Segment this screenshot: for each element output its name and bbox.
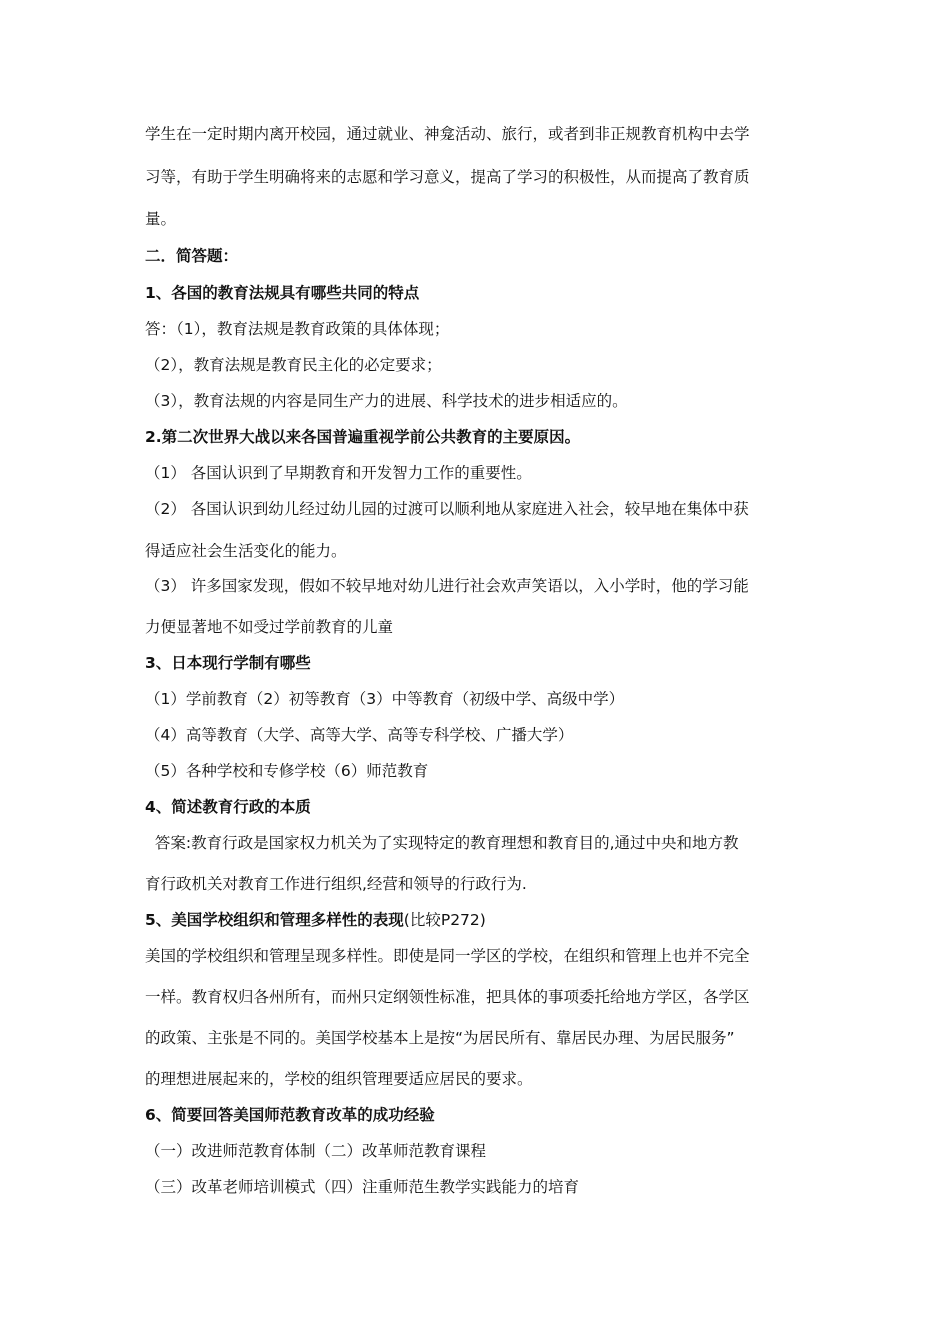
paragraph-line: 一样。教育权归各州所有，而州只定纲领性标准，把具体的事项委托给地方学区，各学区 — [145, 988, 750, 1006]
question-heading: 3、日本现行学制有哪些 — [145, 654, 311, 672]
answer-line: 力便显著地不如受过学前教育的儿童 — [145, 618, 394, 636]
answer-line: （三）改革老师培训模式（四）注重师范生教学实践能力的培育 — [145, 1178, 580, 1196]
answer-line: （3），教育法规的内容是同生产力的进展、科学技术的进步相适应的。 — [145, 392, 628, 410]
paragraph-line: 习等，有助于学生明确将来的志愿和学习意义，提高了学习的积极性，从而提高了教育质 — [145, 168, 750, 186]
answer-line: （5）各种学校和专修学校（6）师范教育 — [145, 762, 429, 780]
paragraph-line: 学生在一定时期内离开校园，通过就业、神龛活动、旅行，或者到非正规教育机构中去学 — [145, 125, 750, 143]
question-heading: 5、美国学校组织和管理多样性的表现 — [145, 911, 404, 929]
question-heading: 1、各国的教育法规具有哪些共同的特点 — [145, 284, 420, 302]
question-heading-line — [145, 910, 810, 930]
answer-line: （1） 各国认识到了早期教育和开发智力工作的重要性。 — [145, 464, 532, 482]
answer-line: （一）改进师范教育体制（二）改革师范教育课程 — [145, 1142, 487, 1160]
answer-line: （4）高等教育（大学、高等大学、高等专科学校、广播大学） — [145, 726, 574, 744]
answer-line: （2） 各国认识到幼儿经过幼儿园的过渡可以顺利地从家庭进入社会，较早地在集体中获 — [145, 500, 749, 518]
reference-note: (比较P272) — [403, 911, 486, 929]
answer-line: 育行政机关对教育工作进行组织,经营和领导的行政行为. — [145, 875, 527, 893]
paragraph-line: 的政策、主张是不同的。美国学校基本上是按“为居民所有、靠居民办理、为居民服务” — [145, 1029, 735, 1047]
question-heading: 6、简要回答美国师范教育改革的成功经验 — [145, 1106, 435, 1124]
answer-line: （3） 许多国家发现，假如不较早地对幼儿进行社会欢声笑语以，入小学时，他的学习能 — [145, 577, 749, 595]
answer-line: 答：（1），教育法规是教育政策的具体体现； — [145, 320, 450, 338]
answer-line: （2），教育法规是教育民主化的必定要求； — [145, 356, 442, 374]
answer-line: 答案:教育行政是国家权力机关为了实现特定的教育理想和教育目的,通过中央和地方教 — [145, 834, 739, 852]
paragraph-line: 美国的学校组织和管理呈现多样性。即使是同一学区的学校，在组织和管理上也并不完全 — [145, 947, 750, 965]
paragraph-line: 的理想进展起来的，学校的组织管理要适应居民的要求。 — [145, 1070, 533, 1088]
question-heading: 2.第二次世界大战以来各国普遍重视学前公共教育的主要原因。 — [145, 428, 581, 446]
question-heading: 4、简述教育行政的本质 — [145, 798, 311, 816]
answer-line: 得适应社会生活变化的能力。 — [145, 542, 347, 560]
answer-line: （1）学前教育（2）初等教育（3）中等教育（初级中学、高级中学） — [145, 690, 625, 708]
section-heading: 二．简答题： — [145, 247, 239, 265]
paragraph-line: 量。 — [145, 210, 177, 228]
